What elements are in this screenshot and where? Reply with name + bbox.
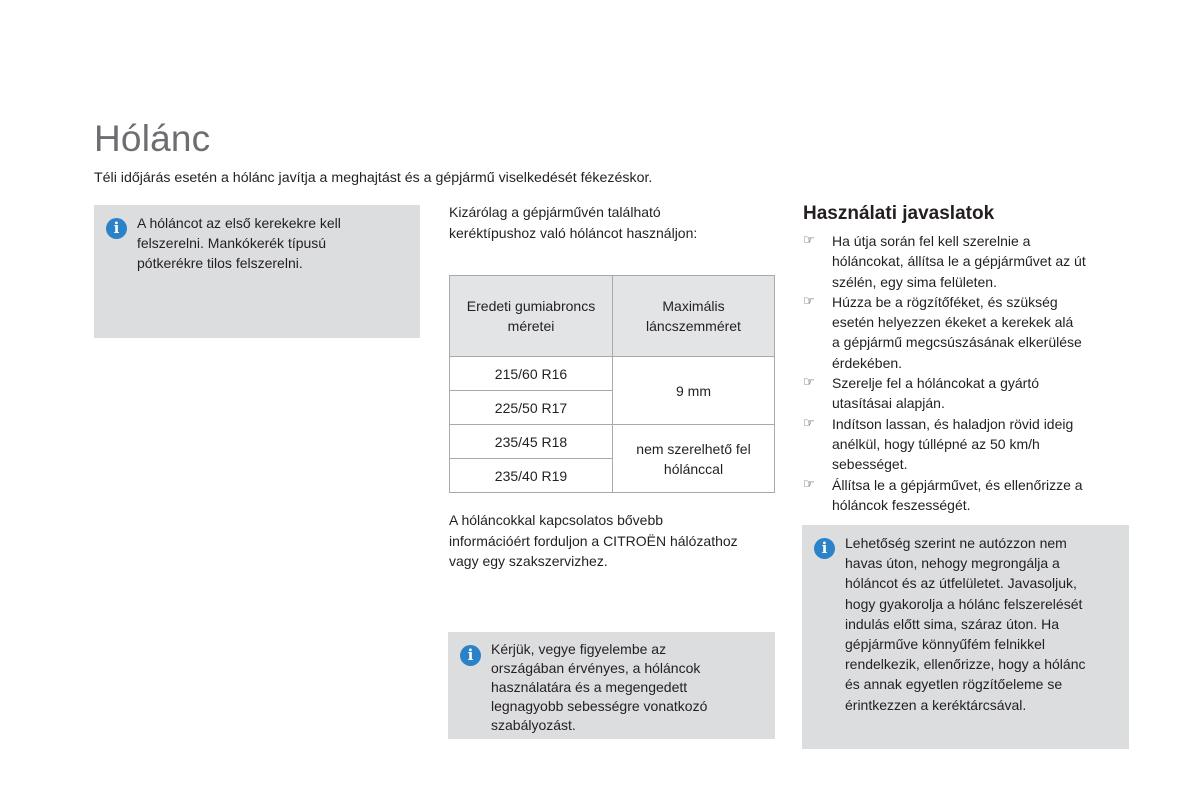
pointing-hand-icon: ☞: [803, 415, 815, 431]
snow-chain-size-table: [449, 275, 775, 493]
info-note-practice: [802, 525, 1129, 749]
note-text: Kérjük, vegye figyelembe az országában érvényes, a hóláncok használatára és a megengedett legnagyobb sebességre vonatkozó szabályozást.: [491, 641, 708, 733]
table-header-chain-size: Maximális láncszemméret: [613, 276, 775, 357]
info-icon: i: [814, 538, 835, 559]
table-cell-tyre: 215/60 R16: [450, 357, 613, 391]
table-row: [450, 357, 775, 391]
pointing-hand-icon: ☞: [803, 476, 815, 492]
list-item: ☞ Indítson lassan, és haladjon rövid ideig anélkül, hogy túllépné az 50 km/h sebességet.: [803, 415, 1074, 473]
intro-text: Téli időjárás esetén a hólánc javítja a meghajtást és a gépjármű viselkedését fékezéskor.: [94, 170, 653, 186]
list-item: ☞ Szerelje fel a hóláncokat a gyártó utasításai alapján.: [803, 375, 1040, 412]
table-header-row: [450, 276, 775, 357]
tyre-type-paragraph: Kizárólag a gépjárművén található keréktípushoz való hóláncot használjon:: [449, 204, 698, 241]
pointing-hand-icon: ☞: [803, 233, 815, 248]
page-title: Hólánc: [94, 118, 211, 159]
table-cell-tyre: 225/50 R17: [450, 391, 613, 425]
table-cell-tyre: 235/45 R18: [450, 425, 613, 459]
dealer-info-paragraph: A hóláncokkal kapcsolatos bővebb információért forduljon a CITROËN hálózathoz vagy egy szakszervizhez.: [449, 512, 738, 569]
table-cell-chain: 9 mm: [613, 357, 775, 425]
note-text: Lehetőség szerint ne autózzon nem havas úton, nehogy megrongálja a hóláncot és az útfelületet. Javasoljuk, hogy gyakorolja a hólánc felszerelését indulás előtt sima, száraz úton. Ha gépjárműve könnyűfém felnikkel rendelkezik, ellenőrizze, hogy a hólánc és annak egyetlen rögzítőeleme se érintkezzen a keréktárcsával.: [845, 535, 1086, 713]
list-item: ☞ Ha útja során fel kell szerelnie a hóláncokat, állítsa le a gépjárművet az út szélén, egy sima felületen.: [803, 233, 1086, 290]
table-cell-chain: nem szerelhető fel hólánccal: [613, 425, 775, 493]
info-note-front-wheels: [94, 205, 420, 338]
info-icon: i: [460, 645, 481, 666]
table-cell-tyre: 235/40 R19: [450, 459, 613, 493]
pointing-hand-icon: ☞: [803, 375, 815, 391]
table-row: [450, 425, 775, 459]
section-title-advice: Használati javaslatok: [803, 203, 995, 224]
pointing-hand-icon: ☞: [803, 293, 815, 309]
info-icon: i: [106, 218, 127, 239]
list-item: ☞ Állítsa le a gépjárművet, és ellenőrizze a hóláncok feszességét.: [803, 476, 1083, 513]
advice-list: [803, 231, 1123, 515]
note-text: A hóláncot az első kerekekre kell felszerelni. Mankókerék típusú pótkerékre tilos felszerelni.: [137, 215, 341, 272]
table-header-tyre-size: Eredeti gumiabroncs méretei: [450, 276, 613, 357]
list-item: ☞ Húzza be a rögzítőféket, és szükség esetén helyezzen ékeket a kerekek alá a gépjármű megcsúszásának elkerülése érdekében.: [803, 293, 1082, 371]
info-note-regulations: [448, 632, 775, 739]
